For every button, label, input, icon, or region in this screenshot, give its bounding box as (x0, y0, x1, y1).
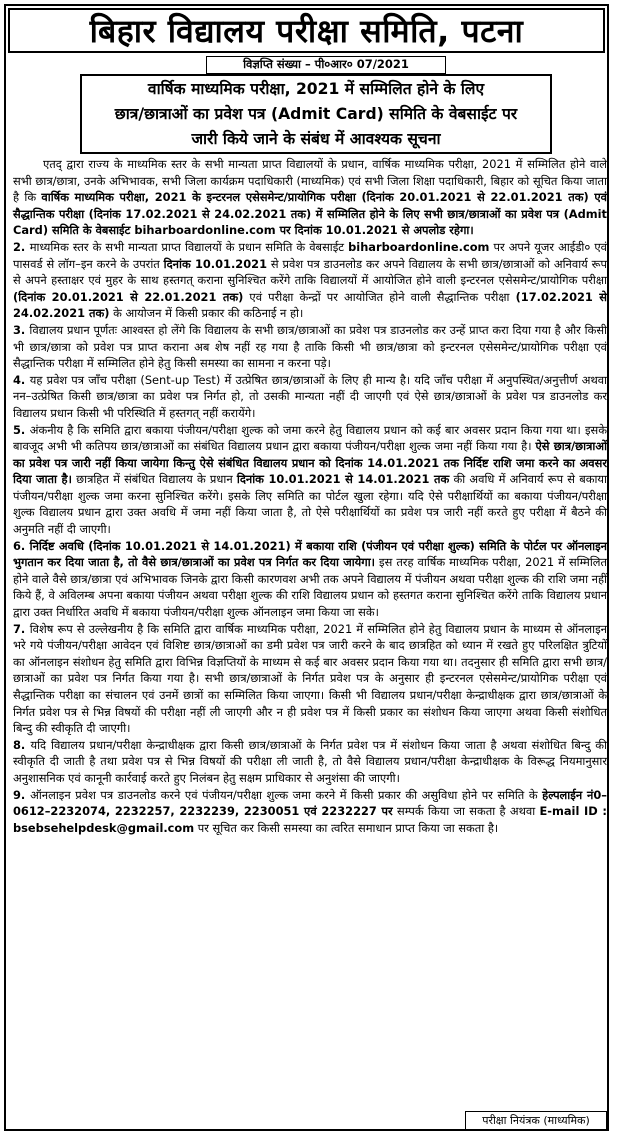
p2-run-0: 2. (13, 239, 30, 254)
signature-box: परीक्षा नियंत्रक (माध्यमिक) (465, 1111, 607, 1131)
p6-run-0: 6. निर्दिष्ट अवधि (दिनांक 10.01.2021 से 14.01.2021) में बकाया राशि (पंजीयन एवं परीक्षा शुल्क) समिति के पोर्टल पर ऑनलाइन भुगतान कर दिया जाता है, तो वैसे छात्र/छात्राओं का प्रवेश पत्र निर्गत कर दिया जायेगा। (13, 538, 607, 570)
p9-run-0: 9. (13, 787, 31, 802)
p2-run-3: पर अपने यूजर आईडी० एवं पासवर्ड से लॉग–इन करने के उपरांत (13, 239, 608, 271)
notice-number: विज्ञप्ति संख्या – पी०आर० 07/2021 (206, 56, 446, 74)
p2-run-2: biharboardonline.com (348, 239, 490, 254)
p5-run-4: दिनांक 10.01.2021 से 14.01.2021 तक (236, 472, 450, 487)
p3-run-1: विद्यालय प्रधान पूर्णतः आश्वस्त हो लेंगे कि विद्यालय के सभी छात्र/छात्राओं का प्रवेश पत्र डाउनलोड कर उन्हें प्राप्त करा दिया गया है और किसी भी छात्र/छात्रा को प्रवेश पत्र प्राप्त कराना अब शेष नहीं रह गया है ताकि किसी भी छात्र/छात्रा को इन्टरनल एसेसमेन्ट/प्रायोगिक परीक्षा एवं सैद्धान्तिक परीक्षा में सम्मिलित होने हेतु किसी समस्या का सामना न करना पड़े। (13, 322, 607, 371)
p9-run-2: हेल्पलाईन नं0–0612–2232074, 2232257, 2232239, 2230051 एवं 2232227 पर (13, 787, 607, 819)
p2-run-4: दिनांक 10.01.2021 (163, 256, 268, 271)
p2-run-9: के आयोजन में किसी प्रकार की कठिनाई न हो। (109, 306, 304, 321)
paragraph-5 (13, 422, 607, 538)
p2-run-7: एवं परीक्षा केन्द्रों पर आयोजित होने वाली सैद्धान्तिक परीक्षा (243, 289, 516, 304)
p6-run-1: इस तरह वार्षिक माध्यमिक परीक्षा, 2021 में सम्मिलित होने वाले वैसे छात्र/छात्रा एवं अभिभावक जिनके द्वारा किसी कारणवश अभी तक अपने विद्यालय में पंजीयन अथवा परीक्षा शुल्क की राशि जमा नहीं किये हैं, वे अविलम्ब अपना बकाया पंजीयन अथवा परीक्षा शुल्क की राशि विद्यालय प्रधान को हस्तगत कराना सुनिश्चित करेंगे ताकि विद्यालय प्रधान द्वारा उक्त निर्धारित अवधि में बकाया पंजीयन/परीक्षा शुल्क ऑनलाइन जमा किया जा सके। (13, 555, 608, 620)
p9-run-4: E-mail ID : bsebsehelpdesk@gmail.com (13, 804, 607, 835)
p2-run-6: (दिनांक 20.01.2021 से 22.01.2021 तक) (13, 289, 244, 304)
p8-run-1: यदि विद्यालय प्रधान/परीक्षा केन्द्राधीक्षक द्वारा किसी छात्र/छात्राओं के निर्गत प्रवेश पत्र में संशोधन किया जाता है अथवा संशोधित बिन्दु की स्वीकृति दी जाती है तथा प्रवेश पत्र से भिन्न विषयों की परीक्षा ली जाती है, तो वैसे विद्यालय प्रधान/परीक्षा केन्द्राधीक्षक के विरूद्ध नियमानुसार अनुशासनिक एवं कानूनी कार्रवाई करते हुए निलंबन हेतु सक्षम प्राधिकार से अनुशंसा की जाएगी। (13, 737, 607, 785)
subject-line-3: जारी किये जाने के संबंध में आवश्यक सूचना (191, 130, 441, 148)
p4-run-1: यह प्रवेश पत्र जाँच परीक्षा (Sent-up Test) में उत्प्रेषित छात्र/छात्राओं के लिए ही मान्य है। यदि जाँच परीक्षा में अनुपस्थित/अनुत्तीर्ण अथवा नन–उत्प्रेषित किसी छात्र/छात्रा का प्रवेश पत्र निर्गत हो, तो उसकी मान्यता नहीं दी जाएगी एवं ऐसे छात्र/छात्राओं के प्रवेश पत्र डाउनलोड कर विद्यालय प्रधान किसी भी परिस्थिति में हस्तगत् नहीं करायेंगे। (13, 372, 608, 420)
subject-line-1: वार्षिक माध्यमिक परीक्षा, 2021 में सम्मिलित होने के लिए (147, 80, 485, 98)
subject-line-2: छात्र/छात्राओं का प्रवेश पत्र (Admit Card) समिति के वेबसाईट पर (114, 105, 518, 123)
p7-run-1: विशेष रूप से उल्लेखनीय है कि समिति द्वारा वार्षिक माध्यमिक परीक्षा, 2021 में सम्मिलित होने हेतु विद्यालय प्रधान के माध्यम से ऑनलाइन भरे गये पंजीयन/परीक्षा आवेदन एवं विशिष्ट छात्र/छात्राओं का डमी प्रवेश पत्र जारी करने के बाद छात्रहित को ध्यान में रखते हुए परिलक्षित त्रुटियों का ऑनलाइन संशोधन हेतु समिति द्वारा विभिन्न विज्ञप्तियों के माध्यम से कई बार अवसर प्रदान किया गया था। तदनुसार ही समिति द्वारा सभी छात्र/छात्राओं का प्रवेश पत्र निर्गत किया गया है। सभी छात्र/छात्राओं के निर्गत प्रवेश पत्र के अनुसार ही इन्टरनल एसेसमेन्ट/प्रायोगिक परीक्षा एवं सैद्धान्तिक परीक्षा का संचालन एवं उनमें छात्रों का सम्मिलित किया जाएगा। किसी भी विद्यालय प्रधान/परीक्षा केन्द्राधीक्षक द्वारा छात्र/छात्राओं के निर्गत प्रवेश पत्र से भिन्न विषयों की परीक्षा नहीं ली जाएगी और न ही प्रवेश पत्र में किसी प्रकार का संशोधन किया जाएगा अथवा किसी संशोधित बिन्दु की स्वीकृति दी जाएगी। (13, 621, 608, 736)
p3-run-0: 3. (13, 322, 30, 337)
p2-run-1: माध्यमिक स्तर के सभी मान्यता प्राप्त विद्यालयों के प्रधान समिति के वेबसाईट (29, 239, 349, 254)
p5-run-3: छात्रहित में संबंधित विद्यालय के प्रधान (71, 472, 237, 487)
paragraph-6 (13, 538, 607, 621)
p5-run-1: अंकनीय है कि समिति द्वारा बकाया पंजीयन/परीक्षा शुल्क को जमा करने हेतु विद्यालय प्रधान को कई बार अवसर प्रदान किया गया था। इसके बावजूद अभी भी कतिपय छात्र/छात्राओं का संबंधित विद्यालय प्रधान द्वारा बकाया पंजीयन/परीक्षा शुल्क जमा नहीं किया गया है। (13, 422, 608, 454)
p5-run-0: 5. (13, 422, 30, 437)
p9-run-5: पर सूचित कर किसी समस्या का त्वरित समाधान प्राप्त किया जा सकता है। (194, 820, 499, 835)
paragraph-4 (13, 372, 607, 422)
page-title: बिहार विद्यालय परीक्षा समिति, पटना (8, 8, 605, 53)
p1-run-1: वार्षिक माध्यमिक परीक्षा, 2021 के इन्टरनल एसेसमेन्ट/प्रायोगिक परीक्षा (दिनांक 20.01.2021 से 22.01.2021 तक) एवं सैद्धान्तिक परीक्षा (दिनांक 17.02.2021 से 24.02.2021 तक) में सम्मिलित होने के लिए सभी छात्र/छात्राओं का प्रवेश पत्र (Admit Card) समिति के वेबसाईट biharboardonline.com पर दिनांक 10.01.2021 से अपलोड रहेगा। (13, 190, 607, 238)
p5-run-5: की अवधि में अनिवार्य रूप से बकाया पंजीयन/परीक्षा शुल्क जमा करना सुनिश्चित करेंगे। इसके लिए समिति का पोर्टल खुला रहेगा। यदि ऐसे परीक्षार्थियों का बकाया पंजीयन/परीक्षा शुल्क विद्यालय प्रधान द्वारा उक्त अवधि में जमा नहीं किया जाता है, तो ऐसे परीक्षार्थियों का प्रवेश पत्र जारी नहीं करते हुए परीक्षा में बैठने की अनुमति नहीं दी जाएगी। (13, 472, 607, 537)
subject-box (80, 74, 552, 154)
p7-run-0: 7. (13, 621, 30, 636)
paragraph-2 (13, 239, 607, 322)
paragraph-1 (13, 156, 607, 239)
paragraph-3 (13, 322, 607, 372)
p2-run-8: (17.02.2021 से 24.02.2021 तक) (13, 289, 607, 321)
paragraph-9 (13, 787, 607, 837)
p9-run-3: सम्पर्क किया जा सकता है अथवा (392, 804, 540, 819)
notice-body (13, 156, 607, 836)
p8-run-0: 8. (13, 737, 31, 752)
p9-run-1: ऑनलाइन प्रवेश पत्र डाउनलोड करने एवं पंजीयन/परीक्षा शुल्क जमा करने में किसी प्रकार की असुविधा होने पर समिति के (30, 787, 543, 802)
p2-run-5: से प्रवेश पत्र डाउनलोड कर अपने विद्यालय के सभी छात्र/छात्राओं को अनिवार्य रूप से अपने हस्ताक्षर एवं मुहर के साथ हस्तगत् कराना सुनिश्चित करेंगे ताकि विद्यालयों में आयोजित होने वाली इन्टरनल एसेसमेन्ट/प्रायोगिक परीक्षा (13, 256, 607, 288)
paragraph-8 (13, 737, 607, 787)
p4-run-0: 4. (13, 372, 30, 387)
p5-run-2: ऐसे छात्र/छात्राओं का प्रवेश पत्र जारी नहीं किया जायेगा किन्तु ऐसे संबंधित विद्यालय प्रधान को दिनांक 14.01.2021 तक निर्दिष्ट राशि जमा करने का अवसर दिया जाता है। (13, 439, 607, 487)
paragraph-7 (13, 621, 607, 737)
p1-run-0: एतद् द्वारा राज्य के माध्यमिक स्तर के सभी मान्यता प्राप्त विद्यालयों के प्रधान, वार्षिक माध्यमिक परीक्षा, 2021 में सम्मिलित होने वाले सभी छात्र/छात्रा, उनके अभिभावक, सभी जिला कार्यक्रम पदाधिकारी (माध्यमिक) एवं सभी जिला शिक्षा पदाधिकारी, बिहार को सूचित किया जाता है कि (13, 157, 607, 205)
